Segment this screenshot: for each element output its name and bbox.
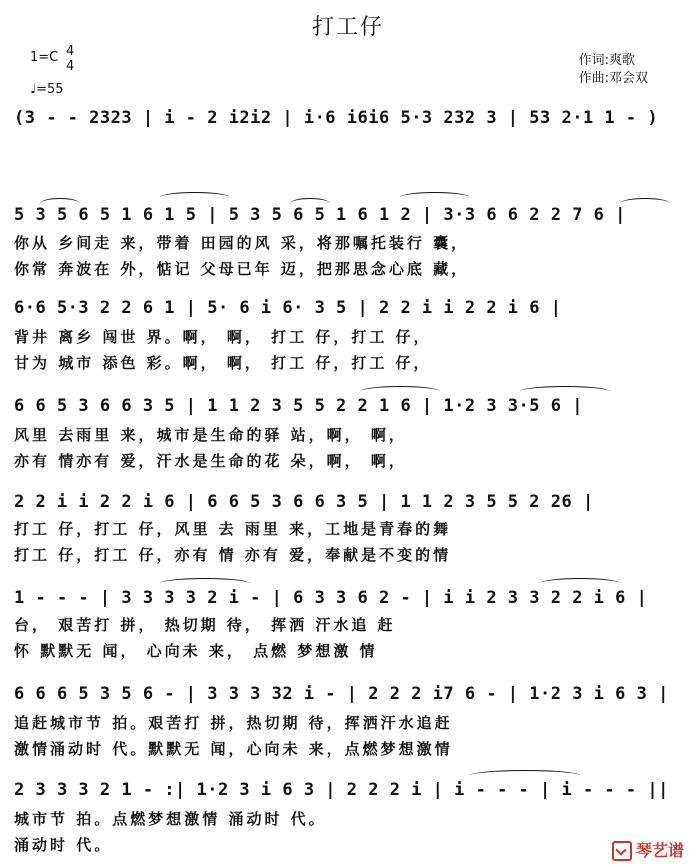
lyric-line-2: 激情涌动时 代。默默无 闻，心向未 来，点燃梦想激情: [14, 740, 453, 758]
slur-mark: [360, 386, 440, 397]
notation-row: 6 6 6 5 3 5 6 - | 3 3 3 32 i - | 2 2 2 i7 6 - | 1·2 3 i 6 3 |: [14, 684, 669, 704]
slur-mark: [40, 198, 80, 209]
brand-logo-icon: [612, 841, 632, 861]
notation-row: 5 3 5 6 5 1 6 1 5 | 5 3 5 6 5 1 6 1 2 | 3·3 6 6 2 2 7 6 |: [14, 205, 626, 225]
slur-mark: [620, 198, 670, 209]
credits: [579, 52, 648, 88]
slur-mark: [470, 770, 580, 781]
slur-mark: [160, 578, 250, 589]
tempo-value: =55: [36, 82, 64, 97]
notation-row: 1 - - - | 3 3 3 3 2 i - | 6 3 3 6 2 - | i i 2 3 3 2 2 i 6 |: [14, 588, 648, 608]
slur-mark: [160, 192, 230, 203]
time-signature-top: 4: [66, 44, 75, 59]
lyric-line-2: 甘为 城市 添色 彩。啊， 啊， 打工 仔，打工 仔，: [14, 354, 432, 372]
key-signature: 1=C: [30, 50, 59, 65]
slur-mark: [520, 386, 610, 397]
lyric-line-1: 你从 乡间走 来，带着 田园的风 采，将那嘱托装行 囊，: [14, 234, 470, 252]
lyric-line-1: 风里 去雨里 来，城市是生命的驿 站，啊， 啊，: [14, 426, 407, 444]
lyricist-credit: 作词:爽歌: [578, 53, 635, 68]
notation-row: 2 3 3 3 2 1 - :| 1·2 3 i 6 3 | 2 2 2 i | i - - - | i - - - ||: [14, 780, 669, 800]
lyric-line-1: 台， 艰苦打 拼， 热切期 待， 挥洒 汗水追 赶: [14, 616, 396, 634]
lyric-line-2: 打工 仔，打工 仔，亦有 情 亦有 爱，奉献是不变的情: [14, 546, 452, 564]
watermark-text: 琴艺谱: [635, 840, 684, 860]
lyric-line-2: 怀 默默无 闻， 心向未 来， 点燃 梦想激 情: [14, 642, 378, 660]
lyric-line-1: 打工 仔，打工 仔，风里 去 雨里 来，工地是青春的舞: [14, 520, 452, 538]
slur-mark: [290, 198, 330, 209]
tempo-marking: [30, 82, 64, 97]
notation-row: (3 - - 2323 | i - 2 i2i2 | i·6 i6i6 5·3 232 3 | 53 2·1 1 - ): [14, 108, 659, 128]
song-title: 打工仔: [311, 15, 384, 40]
lyric-line-2: 涌动时 代。: [14, 836, 113, 854]
notation-row: 6·6 5·3 2 2 6 1 | 5· 6 i 6· 3 5 | 2 2 i i 2 2 i 6 |: [14, 298, 562, 318]
slur-mark: [540, 578, 620, 589]
slur-mark: [400, 192, 470, 203]
time-signature-bottom: 4: [66, 59, 75, 74]
lyric-line-2: 亦有 情亦有 爱，汗水是生命的花 朵，啊， 啊，: [14, 452, 407, 470]
lyric-line-1: 城市节 拍。点燃梦想激情 涌动时 代。: [14, 810, 327, 828]
time-signature: [66, 44, 74, 74]
notation-row: 6 6 5 3 6 6 3 5 | 1 1 2 3 5 5 2 2 1 6 | 1·2 3 3·5 6 |: [14, 396, 583, 416]
notation-row: 2 2 i i 2 2 i 6 | 6 6 5 3 6 6 3 5 | 1 1 2 3 5 5 2 26 |: [14, 492, 594, 512]
lyric-line-2: 你常 奔波在 外，惦记 父母已年 迈，把那思念心底 藏，: [14, 260, 470, 278]
lyric-line-1: 追赶城市节 拍。艰苦打 拼，热切期 待，挥洒汗水追赶: [14, 714, 453, 732]
lyric-line-1: 背井 离乡 闯世 界。啊， 啊， 打工 仔，打工 仔，: [14, 328, 432, 346]
watermark: [612, 838, 684, 862]
quarter-note-icon: ♩: [30, 82, 37, 97]
composer-credit: 作曲:邓会双: [578, 71, 648, 86]
